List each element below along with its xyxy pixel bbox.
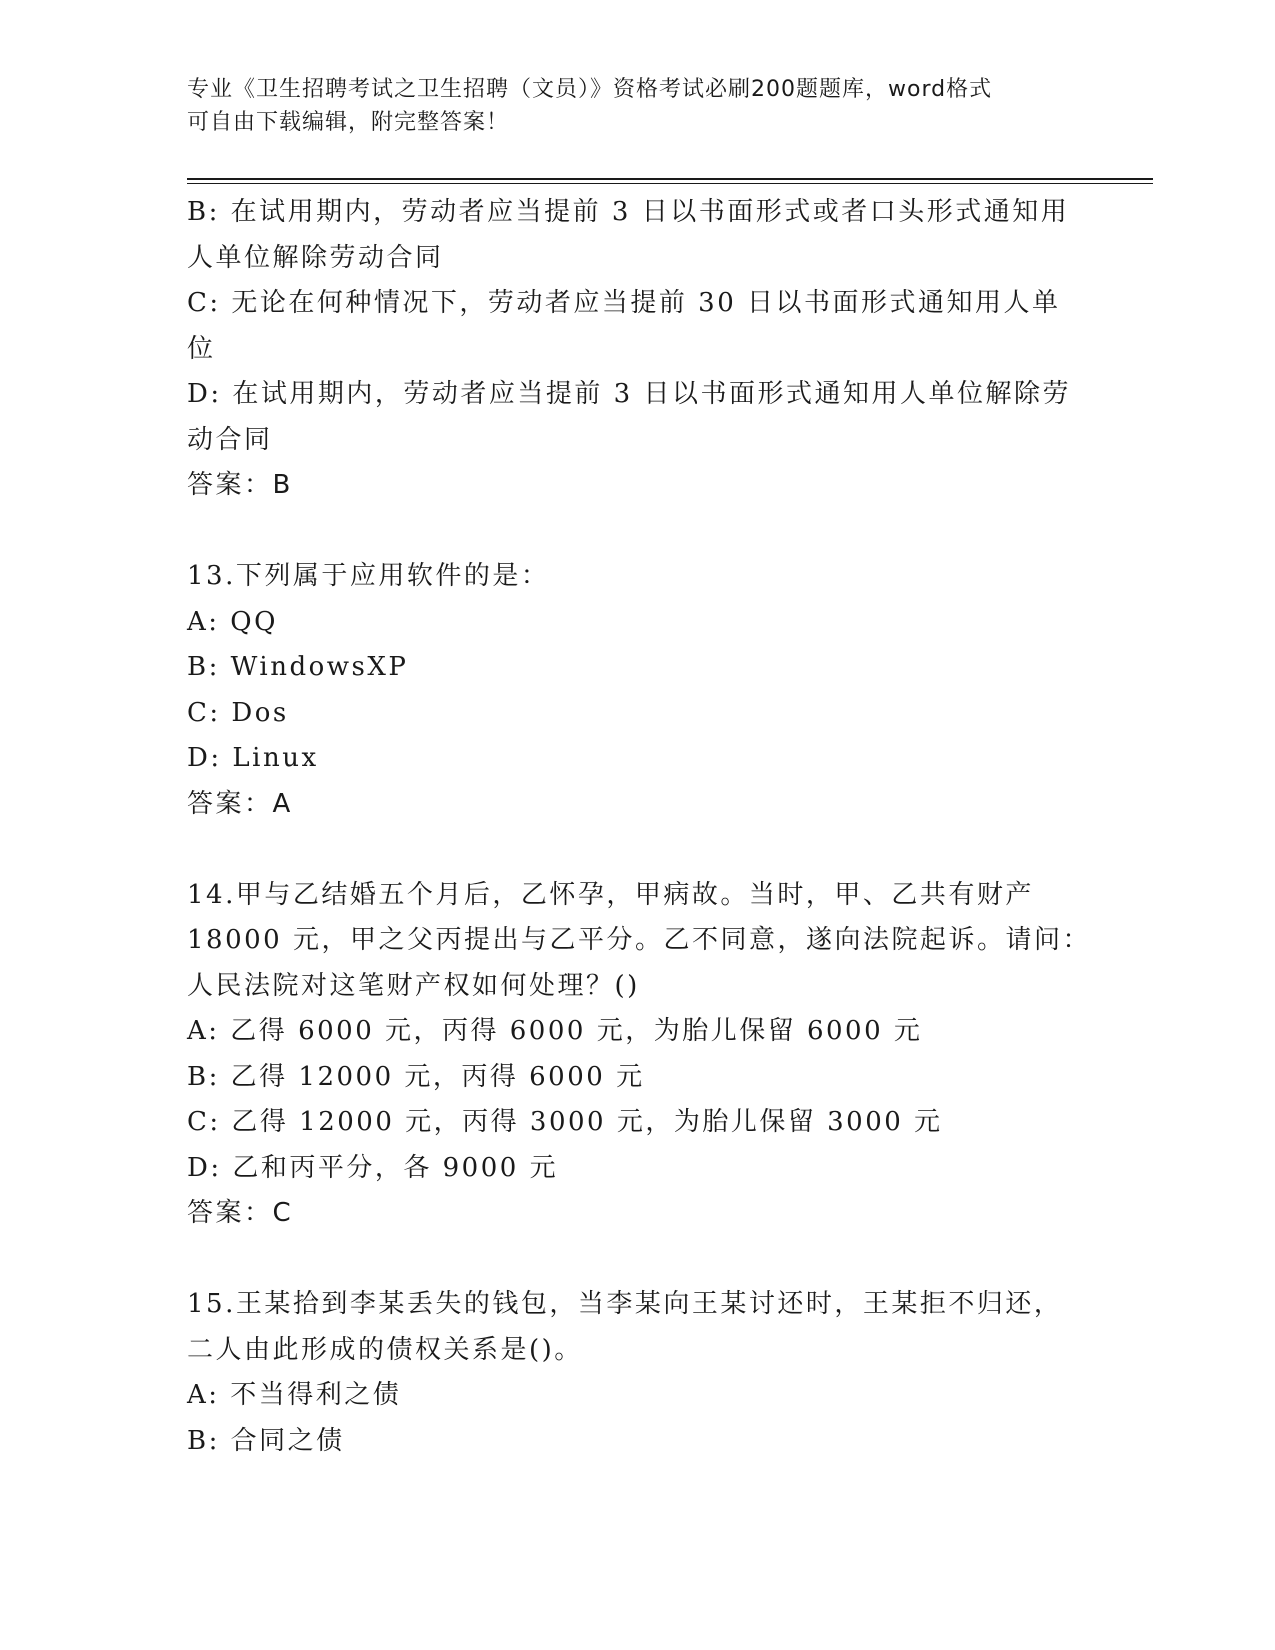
- q13-option-b: B: WindowsXP: [187, 652, 409, 682]
- q15-option-a: A: 不当得利之债: [187, 1380, 402, 1410]
- q13-answer: 答案：A: [187, 788, 293, 819]
- q14-option-a: A: 乙得 6000 元，丙得 6000 元，为胎儿保留 6000 元: [187, 1016, 923, 1046]
- q13-option-d: D: Linux: [187, 743, 319, 773]
- question-12: [187, 190, 1087, 509]
- q13-option-a: A: QQ: [187, 606, 278, 637]
- header-divider-thin: [187, 183, 1153, 184]
- question-13: [187, 554, 1087, 827]
- header-title-line-1: 专业《卫生招聘考试之卫生招聘（文员）》资格考试必刷200题题库，word格式: [187, 77, 993, 102]
- question-content: [187, 190, 1091, 1464]
- spacer: [187, 1237, 1087, 1283]
- q14-stem-line-1: 14.甲与乙结婚五个月后，乙怀孕，甲病故。当时，甲、乙共有财产: [187, 879, 1034, 910]
- q14-answer: 答案：C: [187, 1198, 294, 1228]
- q15-stem-line-1: 15.王某拾到李某丢失的钱包，当李某向王某讨还时，王某拒不归还，: [187, 1289, 1063, 1319]
- header-title-line-2: 可自由下载编辑，附完整答案！: [187, 110, 510, 135]
- q12-option-c-line-1: C: 无论在何种情况下，劳动者应当提前 30 日以书面形式通知用人单: [187, 288, 1061, 318]
- q13-stem: 13.下列属于应用软件的是：: [187, 561, 550, 591]
- q12-option-d-line-1: D: 在试用期内，劳动者应当提前 3 日以书面形式通知用人单位解除劳: [187, 379, 1071, 409]
- spacer: [187, 509, 1087, 555]
- q15-option-b: B: 合同之债: [187, 1425, 345, 1456]
- question-15: [187, 1282, 1087, 1464]
- q14-option-b: B: 乙得 12000 元，丙得 6000 元: [187, 1061, 645, 1092]
- header-divider-thick: [187, 178, 1153, 180]
- q13-option-c: C: Dos: [187, 697, 289, 728]
- q15-stem-line-2: 二人由此形成的债权关系是()。: [187, 1334, 583, 1365]
- q12-option-b-line-1: B: 在试用期内，劳动者应当提前 3 日以书面形式或者口头形式通知用: [187, 197, 1070, 227]
- q12-answer: 答案：B: [187, 470, 293, 500]
- document-header: [187, 73, 1067, 139]
- q14-stem-line-2: 18000 元，甲之父丙提出与乙平分。乙不同意，遂向法院起诉。请问：: [187, 925, 1091, 955]
- q12-option-b-line-2: 人单位解除劳动合同: [187, 242, 444, 273]
- q14-stem-line-3: 人民法院对这笔财产权如何处理？(): [187, 970, 640, 1001]
- question-14: [187, 873, 1091, 1237]
- q14-option-c: C: 乙得 12000 元，丙得 3000 元，为胎儿保留 3000 元: [187, 1107, 943, 1137]
- spacer: [187, 827, 1087, 873]
- q12-option-d-line-2: 动合同: [187, 424, 273, 455]
- q14-option-d: D: 乙和丙平分，各 9000 元: [187, 1152, 559, 1183]
- q12-option-c-line-2: 位: [187, 333, 216, 364]
